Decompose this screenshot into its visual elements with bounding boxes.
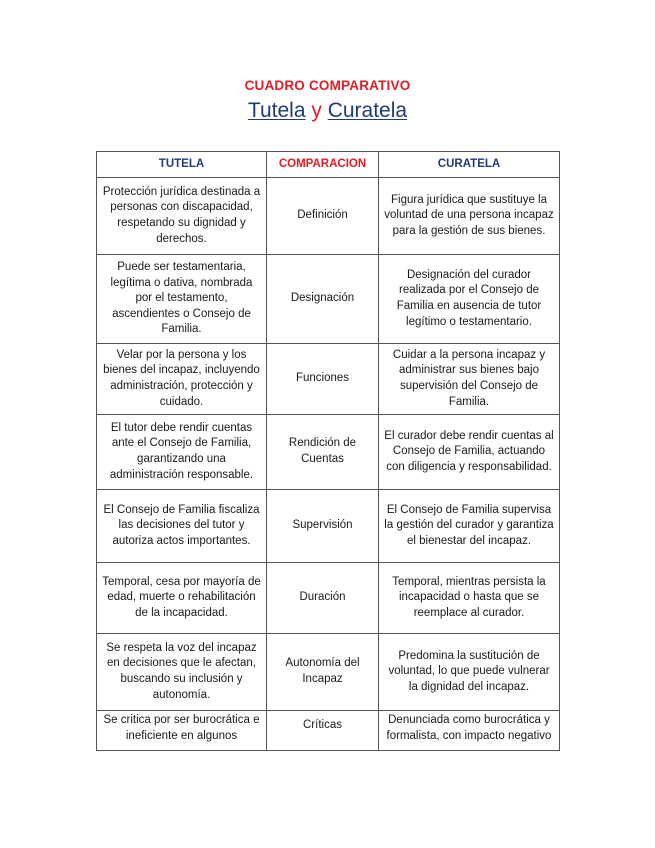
- tutela-cell: Temporal, cesa por mayoría de edad, muerte o rehabilitación de la incapacidad.: [97, 563, 267, 634]
- tutela-cell: Se respeta la voz del incapaz en decisiones que le afectan, buscando su inclusión y autonomía.: [97, 634, 267, 711]
- tutela-cell: El Consejo de Familia fiscaliza las decisiones del tutor y autoriza actos importantes.: [97, 490, 267, 563]
- table-row: [97, 634, 560, 711]
- curatela-cell: Temporal, mientras persista la incapacidad o hasta que se reemplace al curador.: [379, 563, 560, 634]
- aspect-cell: Supervisión: [267, 490, 379, 563]
- aspect-cell: Autonomía del Incapaz: [267, 634, 379, 711]
- document-title: [0, 99, 655, 123]
- curatela-cell: Predomina la sustitución de voluntad, lo que puede vulnerar la dignidad del incapaz.: [379, 634, 560, 711]
- tutela-cell: Velar por la persona y los bienes del incapaz, incluyendo administración, protección y cuidado.: [97, 344, 267, 415]
- curatela-cell: El Consejo de Familia supervisa la gestión del curador y garantiza el bienestar del incapaz.: [379, 490, 560, 563]
- curatela-cell: Cuidar a la persona incapaz y administrar sus bienes bajo supervisión del Consejo de Familia.: [379, 344, 560, 415]
- tutela-cell: El tutor debe rendir cuentas ante el Consejo de Familia, garantizando una administración responsable.: [97, 415, 267, 490]
- tutela-cell: Protección jurídica destinada a personas con discapacidad, respetando su dignidad y derechos.: [97, 178, 267, 255]
- header-curatela: CURATELA: [379, 152, 560, 178]
- title-tutela: Tutela: [247, 99, 306, 122]
- header-comparacion: COMPARACION: [267, 152, 379, 178]
- header-tutela: TUTELA: [97, 152, 267, 178]
- title-connector: y: [311, 99, 322, 122]
- tutela-cell: Puede ser testamentaria, legítima o dativa, nombrada por el testamento, ascendientes o Consejo de Familia.: [97, 255, 267, 344]
- curatela-cell: Designación del curador realizada por el Consejo de Familia en ausencia de tutor legítimo o testamentario.: [379, 255, 560, 344]
- table-row: [97, 415, 560, 490]
- aspect-cell: Funciones: [267, 344, 379, 415]
- tutela-cell: Se critica por ser burocrática e ineficiente en algunos: [97, 711, 267, 751]
- table-row: [97, 490, 560, 563]
- aspect-cell: Definición: [267, 178, 379, 255]
- aspect-cell: Críticas: [267, 711, 379, 751]
- table-row: [97, 344, 560, 415]
- table-row: [97, 563, 560, 634]
- table-row: [97, 255, 560, 344]
- title-curatela: Curatela: [327, 99, 408, 122]
- table-header-row: [97, 152, 560, 178]
- aspect-cell: Duración: [267, 563, 379, 634]
- table-row: [97, 178, 560, 255]
- curatela-cell: Denunciada como burocrática y formalista, con impacto negativo: [379, 711, 560, 751]
- table-row: [97, 711, 560, 751]
- document-heading: CUADRO COMPARATIVO: [244, 78, 411, 93]
- curatela-cell: Figura jurídica que sustituye la voluntad de una persona incapaz para la gestión de sus bienes.: [379, 178, 560, 255]
- aspect-cell: Designación: [267, 255, 379, 344]
- comparison-table: [96, 151, 560, 751]
- aspect-cell: Rendición de Cuentas: [267, 415, 379, 490]
- curatela-cell: El curador debe rendir cuentas al Consejo de Familia, actuando con diligencia y responsabilidad.: [379, 415, 560, 490]
